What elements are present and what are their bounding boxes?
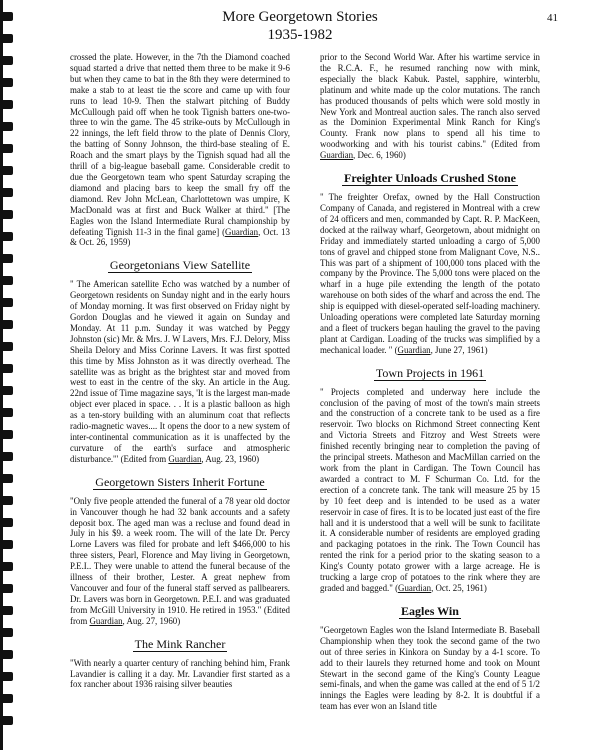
left-column: [70, 52, 290, 690]
book-title: More Georgetown Stories: [222, 9, 378, 25]
source-citation: Guardian: [320, 150, 354, 161]
satellite-heading: Georgetonians View Satellite: [109, 258, 251, 273]
right-column: [320, 52, 540, 712]
source-citation: Guardian: [397, 344, 431, 355]
page-header: [0, 8, 600, 44]
eagles-paragraph: "Georgetown Eagles won the Island Intermediate B. Baseball Championship when they took the second game of the two out of three series in Kinkora on Sunday by a 4-1 score. To add to their laurels they returned home and took on Mount Stewart in the second game of the King's County League semi-finals, and when the game was called at the end of 5 1/2 innings the Eagles were leading by 8-2. It is doubtful if a team has ever won an Island title: [320, 624, 540, 712]
source-citation: Guardian: [225, 226, 259, 237]
fortune-paragraph: "Only five people attended the funeral of a 78 year old doctor in Vancouver though he had 32 bank accounts and a safety deposit box. The aged man was a recluse and found dead in July in his $9. a week room. The will of the late Dr. Percy Lorne Lavers was filed for probate and left $466,000 to his three sisters, Pearl, Florence and May living in Georgetown, P.E.I.. They were unable to attend the funeral because of the illness of their brother, Lester. A great nephew from Vancouver and four of the funeral staff served as pallbearers. Dr. Lavers was born in Georgetown. P.E.I. and was graduated from McGill University in 1910. He retired in 1953." (Edited from Guardian, Aug. 27, 1960): [70, 495, 290, 626]
mink-continued-paragraph: prior to the Second World War. After his wartime service in the R.C.A. F., he resumed ranching now with mink, especially the black Kabuk. Pastel, sapphire, winterblu, platinum and white made up the color mutations. The ranch has produced thousands of pelts which were sold mostly in New York and Montreal auction sales. The ranch also served as the Dominion Experimental Mink Ranch for King's County. Frank now plans to spend all his time to woodworking and with his tourist cabins." (Edited from Guardian, Dec. 6, 1960): [320, 52, 540, 161]
fortune-heading: Georgetown Sisters Inherit Fortune: [95, 474, 265, 489]
eagles-heading: Eagles Win: [401, 603, 459, 618]
source-citation: Guardian: [89, 615, 123, 626]
mink-paragraph: "With nearly a quarter century of ranching behind him, Frank Lavandier is calling it a day. Mr. Lavandier first started as a fox rancher about 1936 raising silver beauties: [70, 657, 290, 690]
mink-heading: The Mink Rancher: [134, 636, 226, 651]
source-citation: Guardian: [398, 582, 432, 593]
satellite-paragraph: " The American satellite Echo was watched by a number of Georgetown residents on Sunday night and in the early hours of Monday morning. It was first observed on Friday night by Gordon Douglas and he viewed it again on Sunday and Monday. At 11 p.m. Sunday it was watched by Peggy Johnston (sic) Mr. & Mrs. J. W Lavers, Mrs. F.J. Delory, Miss Sheila Delory and Miss Corinne Lavers. It was first spotted this time by Miss Johnston as it was directly overhead. The satellite was as bright as the brightest star and moved from west to east in the centre of the sky. An article in the Aug. 22nd issue of Time magazine says, 'It is the largest man-made object ever placed in space. . . It is a plastic balloon as high as a ten-story building with an aluminum coat that reflects radio-magnetic waves.... It opens the door to a new system of inter-continental communication as it is unaffected by the curvature of the earth's surface and atmospheric disturbance.'" (Edited from Guardian, Aug. 23, 1960): [70, 279, 291, 464]
spiral-binding: [0, 0, 16, 750]
projects-paragraph: " Projects completed and underway here include the conclusion of the paving of most of the town's main streets and the construction of a concrete tank to be used as a fire reservoir. Two blocks on Richmond Street connecting Kent and Victoria Streets and Fitzroy and West Streets were finished recently bringing near to completion the paving of the principal streets. Matheson and MacMillan carried on the work from the plant in Cardigan. The Town Council has awarded a contract to M. F Schurman Co. Ltd. for the erection of a concrete tank. The tank will measure 25 by 15 by 10 feet deep and is intended to be used as a water reservoir in case of fires. It is to be located just east of the fire hall and it is understood that a well will be sunk to facilitate it. A considerable number of residents are employed grading and packaging potatoes in the rink. The Town Council has rented the rink for a period prior to the skating season to a King's County potato grower with a large acreage. He is trucking a large crop of potatoes to the rink where they are graded and bagged." (Guardian, Oct. 25, 1961): [320, 386, 540, 593]
book-years: 1935-1982: [267, 27, 333, 43]
freighter-paragraph: " The freighter Orefax, owned by the Hall Construction Company of Canada, and registered in Montreal with a crew of 24 officers and men, commanded by Capt. R. P. MacKeen, docked at the railway wharf, Georgetown, about midnight on Friday and immediately started unloading a cargo of 5,000 tons of gravel and chipped stone from Malignant Cove, N.S.. This was part of a shipment of 100,000 tons placed with the company by the Province. The 5,000 tons were placed on the wharf in a huge pile extending the length of the potato warehouse on both sides of the wharf and across the end. The ship is equipped with diesel-operated self-loading machinery. Unloading operations were completed late Saturday morning and a fleet of truckers began hauling the gravel to the paving plant at Cardigan. Loading of the trucks was simplified by a mechanical loader. " (Guardian, June 27, 1961): [320, 192, 540, 355]
source-citation: Guardian: [168, 453, 202, 464]
projects-heading: Town Projects in 1961: [375, 365, 485, 380]
baseball-continued-paragraph: crossed the plate. However, in the 7th the Diamond coached squad started a drive that netted them three to be make it 9-6 but when they came to bat in the 8th they were determined to make a stab to at least tie the score and came up with four runs to lead 10-9. Then the stalwart pitching of Buddy McCullough paid off when he took Tignish batters one-two-three to win the game. The 45 strike-outs by McCullough in 22 innings, the left field throw to the plate of Dennis Clory, the batting of Sonny Johnson, the third-base stealing of E. Roach and the smart plays by the Tignish squad had all the thrill of a big-league baseball game. Considerable credit to due the Georgetown team who spent Saturday scraping the diamond and placing bars to keep the small fry off the diamond. Rev John McLean, Charlottetown was umpire, K MacDonald was at first and Buck Walker at third." [The Eagles won the Island Intermediate Rural championship by defeating Tignish 11-3 in the final game] (Guardian, Oct. 13 & Oct. 26, 1959): [70, 52, 290, 248]
freighter-heading: Freighter Unloads Crushed Stone: [344, 171, 516, 186]
page-number: 41: [547, 12, 558, 24]
